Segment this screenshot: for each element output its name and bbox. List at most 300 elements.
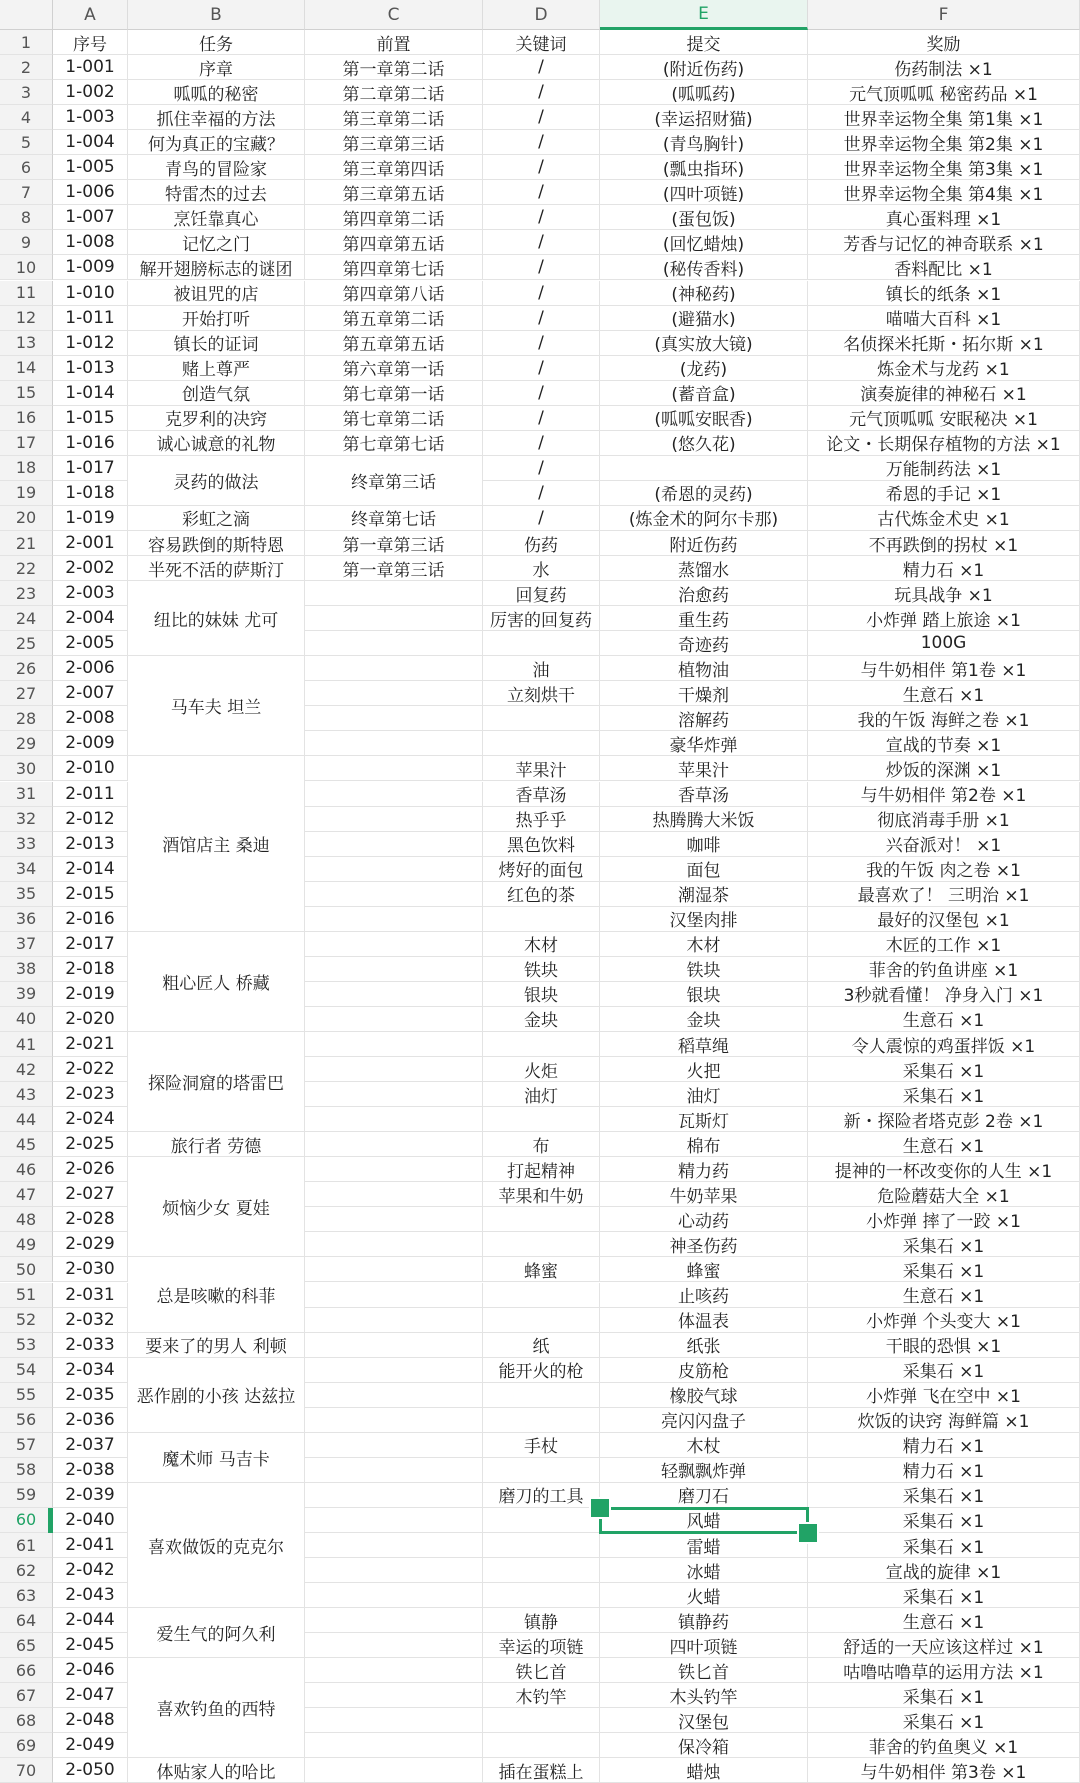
row-header[interactable]: 4 — [0, 105, 53, 130]
table-cell[interactable] — [483, 731, 600, 756]
table-cell[interactable]: 采集石 ×1 — [808, 1533, 1080, 1558]
table-cell[interactable] — [305, 807, 483, 832]
row-header[interactable]: 58 — [0, 1458, 53, 1483]
table-cell[interactable]: 铁匕首 — [483, 1658, 600, 1683]
merged-cell[interactable]: 爱生气的阿久利 — [128, 1608, 305, 1658]
table-cell[interactable]: 最喜欢了！ 三明治 ×1 — [808, 882, 1080, 907]
table-cell[interactable]: 生意石 ×1 — [808, 681, 1080, 706]
table-cell[interactable]: 银块 — [483, 982, 600, 1007]
row-header[interactable]: 35 — [0, 882, 53, 907]
row-header[interactable]: 50 — [0, 1257, 53, 1282]
table-cell[interactable]: 采集石 ×1 — [808, 1583, 1080, 1608]
table-cell[interactable]: 潮湿茶 — [600, 882, 808, 907]
row-header[interactable]: 13 — [0, 331, 53, 356]
table-cell[interactable] — [483, 1308, 600, 1333]
table-cell[interactable]: 第四章第五话 — [305, 230, 483, 255]
table-cell[interactable]: 与牛奶相伴 第3卷 ×1 — [808, 1758, 1080, 1783]
table-cell[interactable]: 第一章第三话 — [305, 531, 483, 556]
row-header[interactable]: 41 — [0, 1032, 53, 1057]
row-header[interactable]: 36 — [0, 907, 53, 932]
table-cell[interactable] — [305, 756, 483, 781]
row-header[interactable]: 64 — [0, 1608, 53, 1633]
table-cell[interactable]: 幸运的项链 — [483, 1633, 600, 1658]
table-cell[interactable] — [305, 1433, 483, 1458]
table-cell[interactable]: 2-007 — [53, 681, 128, 706]
merged-cell[interactable]: 烦恼少女 夏娃 — [128, 1157, 305, 1257]
table-cell[interactable]: 2-024 — [53, 1107, 128, 1132]
table-cell[interactable] — [600, 456, 808, 481]
row-header[interactable]: 25 — [0, 631, 53, 656]
table-cell[interactable]: 世界幸运物全集 第3集 ×1 — [808, 155, 1080, 180]
table-cell[interactable]: 香料配比 ×1 — [808, 255, 1080, 280]
table-cell[interactable]: 瓦斯灯 — [600, 1107, 808, 1132]
row-header[interactable]: 20 — [0, 506, 53, 531]
selection-handle-bottom-right[interactable] — [797, 1522, 819, 1544]
table-cell[interactable]: 炊饭的诀窍 海鲜篇 ×1 — [808, 1408, 1080, 1433]
table-cell[interactable]: 2-041 — [53, 1533, 128, 1558]
table-cell[interactable]: 重生药 — [600, 606, 808, 631]
table-cell[interactable]: 元气顶呱呱 安眠秘决 ×1 — [808, 406, 1080, 431]
table-cell[interactable] — [305, 1608, 483, 1633]
table-cell[interactable]: / — [483, 205, 600, 230]
table-cell[interactable]: 2-043 — [53, 1583, 128, 1608]
table-cell[interactable]: 植物油 — [600, 656, 808, 681]
table-cell[interactable]: 干眼的恐惧 ×1 — [808, 1333, 1080, 1358]
row-header[interactable]: 7 — [0, 180, 53, 205]
table-cell[interactable] — [305, 1333, 483, 1358]
table-cell[interactable]: 咕噜咕噜草的运用方法 ×1 — [808, 1658, 1080, 1683]
table-cell[interactable]: 保冷箱 — [600, 1733, 808, 1758]
table-cell[interactable]: 铁块 — [600, 957, 808, 982]
table-cell[interactable]: / — [483, 130, 600, 155]
table-cell[interactable]: 香草汤 — [600, 782, 808, 807]
table-cell[interactable]: 半死不活的萨斯汀 — [128, 556, 305, 581]
table-cell[interactable]: 火炬 — [483, 1057, 600, 1082]
row-header[interactable]: 19 — [0, 481, 53, 506]
table-cell[interactable]: 厉害的回复药 — [483, 606, 600, 631]
table-cell[interactable]: 2-020 — [53, 1007, 128, 1032]
table-cell[interactable]: 第五章第二话 — [305, 306, 483, 331]
table-cell[interactable]: 1-004 — [53, 130, 128, 155]
row-header[interactable]: 28 — [0, 706, 53, 731]
table-cell[interactable]: 2-022 — [53, 1057, 128, 1082]
table-cell[interactable]: 2-040 — [53, 1508, 128, 1533]
table-cell[interactable]: 第四章第七话 — [305, 255, 483, 280]
row-header[interactable]: 49 — [0, 1232, 53, 1257]
table-cell[interactable] — [483, 1583, 600, 1608]
table-cell[interactable]: / — [483, 80, 600, 105]
table-cell[interactable]: / — [483, 356, 600, 381]
table-cell[interactable]: 2-003 — [53, 581, 128, 606]
table-cell[interactable]: 兴奋派对！ ×1 — [808, 832, 1080, 857]
table-cell[interactable] — [483, 1558, 600, 1583]
row-header[interactable]: 22 — [0, 556, 53, 581]
table-cell[interactable]: 1-014 — [53, 381, 128, 406]
table-cell[interactable]: 第七章第二话 — [305, 406, 483, 431]
row-header[interactable]: 18 — [0, 456, 53, 481]
table-cell[interactable]: 开始打听 — [128, 306, 305, 331]
table-cell[interactable] — [305, 1308, 483, 1333]
row-header[interactable]: 24 — [0, 606, 53, 631]
table-cell[interactable]: / — [483, 230, 600, 255]
row-header[interactable]: 57 — [0, 1433, 53, 1458]
table-cell[interactable]: 木匠的工作 ×1 — [808, 932, 1080, 957]
table-cell[interactable]: 金块 — [600, 1007, 808, 1032]
table-cell[interactable]: 蜡烛 — [600, 1758, 808, 1783]
table-cell[interactable]: 木钓竿 — [483, 1683, 600, 1708]
table-cell[interactable]: 1-016 — [53, 431, 128, 456]
table-cell[interactable]: 生意石 ×1 — [808, 1283, 1080, 1308]
table-cell[interactable] — [305, 857, 483, 882]
row-header[interactable]: 51 — [0, 1283, 53, 1308]
table-cell[interactable]: 风蜡 — [600, 1508, 808, 1533]
table-cell[interactable] — [483, 1283, 600, 1308]
table-cell[interactable]: 磨刀的工具 — [483, 1483, 600, 1508]
table-cell[interactable]: 豪华炸弹 — [600, 731, 808, 756]
table-cell[interactable]: 采集石 ×1 — [808, 1232, 1080, 1257]
table-cell[interactable]: 水 — [483, 556, 600, 581]
row-header[interactable]: 2 — [0, 55, 53, 80]
table-cell[interactable]: 镇长的纸条 ×1 — [808, 281, 1080, 306]
row-header[interactable]: 54 — [0, 1358, 53, 1383]
table-cell[interactable] — [305, 1383, 483, 1408]
column-header-b[interactable]: B — [128, 0, 305, 30]
table-cell[interactable]: 雷蜡 — [600, 1533, 808, 1558]
table-cell[interactable] — [305, 1007, 483, 1032]
table-cell[interactable]: 牛奶苹果 — [600, 1182, 808, 1207]
table-cell[interactable] — [483, 1533, 600, 1558]
table-cell[interactable] — [305, 706, 483, 731]
table-cell[interactable]: 1-017 — [53, 456, 128, 481]
table-cell[interactable]: 2-033 — [53, 1333, 128, 1358]
row-header[interactable]: 5 — [0, 130, 53, 155]
table-cell[interactable]: 棉布 — [600, 1132, 808, 1157]
table-cell[interactable]: 2-018 — [53, 957, 128, 982]
table-cell[interactable]: 2-005 — [53, 631, 128, 656]
row-header[interactable]: 46 — [0, 1157, 53, 1182]
table-cell[interactable]: 伤药 — [483, 531, 600, 556]
table-cell[interactable]: 纸张 — [600, 1333, 808, 1358]
table-cell[interactable]: (希恩的灵药) — [600, 481, 808, 506]
table-cell[interactable]: 伤药制法 ×1 — [808, 55, 1080, 80]
merged-cell[interactable]: 粗心匠人 桥藏 — [128, 932, 305, 1032]
table-cell[interactable]: 2-037 — [53, 1433, 128, 1458]
row-header[interactable]: 52 — [0, 1308, 53, 1333]
table-cell[interactable]: 100G — [808, 631, 1080, 656]
table-cell[interactable]: 银块 — [600, 982, 808, 1007]
table-cell[interactable] — [305, 1758, 483, 1783]
table-cell[interactable]: 生意石 ×1 — [808, 1007, 1080, 1032]
row-header[interactable]: 3 — [0, 80, 53, 105]
table-cell[interactable]: 1-006 — [53, 180, 128, 205]
table-cell[interactable]: (四叶项链) — [600, 180, 808, 205]
table-cell[interactable] — [305, 606, 483, 631]
table-cell[interactable]: 第五章第五话 — [305, 331, 483, 356]
table-cell[interactable] — [305, 1458, 483, 1483]
table-cell[interactable]: 1-003 — [53, 105, 128, 130]
row-header[interactable]: 32 — [0, 807, 53, 832]
row-header[interactable]: 15 — [0, 381, 53, 406]
merged-cell[interactable]: 魔术师 马吉卡 — [128, 1433, 305, 1483]
table-cell[interactable]: 小炸弹 摔了一跤 ×1 — [808, 1207, 1080, 1232]
row-header[interactable]: 9 — [0, 230, 53, 255]
table-cell[interactable]: 菲舍的钓鱼奥义 ×1 — [808, 1733, 1080, 1758]
table-cell[interactable]: 2-017 — [53, 932, 128, 957]
table-cell[interactable]: 最好的汉堡包 ×1 — [808, 907, 1080, 932]
row-header[interactable]: 10 — [0, 255, 53, 280]
table-cell[interactable]: 2-046 — [53, 1658, 128, 1683]
table-cell[interactable]: 2-001 — [53, 531, 128, 556]
table-cell[interactable]: 旅行者 劳德 — [128, 1132, 305, 1157]
table-cell[interactable]: (蛋包饭) — [600, 205, 808, 230]
table-cell[interactable]: 我的午饭 肉之卷 ×1 — [808, 857, 1080, 882]
header-cell[interactable]: 序号 — [53, 30, 128, 55]
table-cell[interactable]: 舒适的一天应该这样过 ×1 — [808, 1633, 1080, 1658]
table-cell[interactable]: 创造气氛 — [128, 381, 305, 406]
table-cell[interactable] — [483, 706, 600, 731]
table-cell[interactable] — [305, 1283, 483, 1308]
table-cell[interactable]: 第四章第八话 — [305, 281, 483, 306]
table-cell[interactable] — [305, 1583, 483, 1608]
row-header[interactable]: 33 — [0, 832, 53, 857]
table-cell[interactable]: 纸 — [483, 1333, 600, 1358]
table-cell[interactable] — [305, 1057, 483, 1082]
table-cell[interactable]: 第七章第一话 — [305, 381, 483, 406]
table-cell[interactable]: 精力石 ×1 — [808, 1458, 1080, 1483]
table-cell[interactable]: 1-013 — [53, 356, 128, 381]
table-cell[interactable]: 2-039 — [53, 1483, 128, 1508]
table-cell[interactable]: (幸运招财猫) — [600, 105, 808, 130]
table-cell[interactable]: 黑色饮料 — [483, 832, 600, 857]
table-cell[interactable]: / — [483, 55, 600, 80]
table-cell[interactable]: (附近伤药) — [600, 55, 808, 80]
table-cell[interactable]: 被诅咒的店 — [128, 281, 305, 306]
table-cell[interactable]: 轻飘飘炸弹 — [600, 1458, 808, 1483]
table-cell[interactable]: 小炸弹 飞在空中 ×1 — [808, 1383, 1080, 1408]
table-cell[interactable]: 玩具战争 ×1 — [808, 581, 1080, 606]
table-cell[interactable]: 1-009 — [53, 255, 128, 280]
table-cell[interactable]: 1-007 — [53, 205, 128, 230]
table-cell[interactable]: 稻草绳 — [600, 1032, 808, 1057]
table-cell[interactable]: 采集石 ×1 — [808, 1082, 1080, 1107]
table-cell[interactable]: 小炸弹 踏上旅途 ×1 — [808, 606, 1080, 631]
table-cell[interactable]: 与牛奶相伴 第2卷 ×1 — [808, 782, 1080, 807]
row-header[interactable]: 70 — [0, 1758, 53, 1783]
table-cell[interactable]: 论文・长期保存植物的方法 ×1 — [808, 431, 1080, 456]
table-cell[interactable]: 炒饭的深渊 ×1 — [808, 756, 1080, 781]
table-cell[interactable] — [305, 681, 483, 706]
header-cell[interactable]: 任务 — [128, 30, 305, 55]
table-cell[interactable]: 第一章第三话 — [305, 556, 483, 581]
table-cell[interactable]: 第三章第二话 — [305, 105, 483, 130]
table-cell[interactable]: 采集石 ×1 — [808, 1508, 1080, 1533]
header-cell[interactable]: 关键词 — [483, 30, 600, 55]
table-cell[interactable]: 2-049 — [53, 1733, 128, 1758]
table-cell[interactable] — [305, 982, 483, 1007]
row-header[interactable]: 45 — [0, 1132, 53, 1157]
row-header[interactable]: 37 — [0, 932, 53, 957]
table-cell[interactable]: 演奏旋律的神秘石 ×1 — [808, 381, 1080, 406]
table-cell[interactable]: 蜂蜜 — [600, 1257, 808, 1282]
table-cell[interactable]: 铁块 — [483, 957, 600, 982]
table-cell[interactable]: 彩虹之滴 — [128, 506, 305, 531]
table-cell[interactable]: 回复药 — [483, 581, 600, 606]
table-cell[interactable] — [305, 1408, 483, 1433]
table-cell[interactable]: 火蜡 — [600, 1583, 808, 1608]
table-cell[interactable]: 木杖 — [600, 1433, 808, 1458]
table-cell[interactable] — [483, 1708, 600, 1733]
table-cell[interactable]: 2-035 — [53, 1383, 128, 1408]
table-cell[interactable]: 彻底消毒手册 ×1 — [808, 807, 1080, 832]
row-header[interactable]: 40 — [0, 1007, 53, 1032]
table-cell[interactable]: (秘传香料) — [600, 255, 808, 280]
table-cell[interactable]: 木头钓竿 — [600, 1683, 808, 1708]
table-cell[interactable]: 烤好的面包 — [483, 857, 600, 882]
table-cell[interactable]: 世界幸运物全集 第2集 ×1 — [808, 130, 1080, 155]
table-cell[interactable]: 2-031 — [53, 1283, 128, 1308]
table-cell[interactable]: 2-023 — [53, 1082, 128, 1107]
table-cell[interactable]: 香草汤 — [483, 782, 600, 807]
table-cell[interactable] — [483, 1032, 600, 1057]
row-header[interactable]: 34 — [0, 857, 53, 882]
table-cell[interactable]: 3秒就看懂！ 净身入门 ×1 — [808, 982, 1080, 1007]
table-cell[interactable]: 1-015 — [53, 406, 128, 431]
table-cell[interactable]: 火把 — [600, 1057, 808, 1082]
table-cell[interactable]: 宣战的旋律 ×1 — [808, 1558, 1080, 1583]
table-cell[interactable]: 真心蛋料理 ×1 — [808, 205, 1080, 230]
table-cell[interactable]: 干燥剂 — [600, 681, 808, 706]
table-cell[interactable]: 精力药 — [600, 1157, 808, 1182]
table-cell[interactable]: 热腾腾大米饭 — [600, 807, 808, 832]
table-cell[interactable] — [483, 1207, 600, 1232]
table-cell[interactable]: 1-011 — [53, 306, 128, 331]
table-cell[interactable]: 油灯 — [483, 1082, 600, 1107]
table-cell[interactable]: / — [483, 155, 600, 180]
table-cell[interactable]: 采集石 ×1 — [808, 1483, 1080, 1508]
table-cell[interactable]: / — [483, 281, 600, 306]
table-cell[interactable]: (呱呱药) — [600, 80, 808, 105]
table-cell[interactable]: / — [483, 481, 600, 506]
table-cell[interactable]: 第四章第二话 — [305, 205, 483, 230]
table-cell[interactable]: 治愈药 — [600, 581, 808, 606]
row-header[interactable]: 23 — [0, 581, 53, 606]
table-cell[interactable]: 1-012 — [53, 331, 128, 356]
table-cell[interactable]: / — [483, 431, 600, 456]
table-cell[interactable] — [305, 882, 483, 907]
table-cell[interactable]: 芳香与记忆的神奇联系 ×1 — [808, 230, 1080, 255]
table-cell[interactable]: 1-001 — [53, 55, 128, 80]
merged-cell[interactable]: 终章第三话 — [305, 456, 483, 506]
table-cell[interactable]: (青鸟胸针) — [600, 130, 808, 155]
row-header[interactable]: 1 — [0, 30, 53, 55]
table-cell[interactable] — [305, 631, 483, 656]
row-header[interactable]: 65 — [0, 1633, 53, 1658]
table-cell[interactable]: 2-014 — [53, 857, 128, 882]
selection-handle-top-left[interactable] — [589, 1497, 611, 1519]
table-cell[interactable]: 苹果和牛奶 — [483, 1182, 600, 1207]
merged-cell[interactable]: 酒馆店主 桑迪 — [128, 756, 305, 931]
table-cell[interactable]: 菲舍的钓鱼讲座 ×1 — [808, 957, 1080, 982]
table-cell[interactable]: 采集石 ×1 — [808, 1683, 1080, 1708]
table-cell[interactable]: 2-034 — [53, 1358, 128, 1383]
table-cell[interactable]: 万能制药法 ×1 — [808, 456, 1080, 481]
table-cell[interactable]: 能开火的枪 — [483, 1358, 600, 1383]
table-cell[interactable]: 元气顶呱呱 秘密药品 ×1 — [808, 80, 1080, 105]
row-header[interactable]: 43 — [0, 1082, 53, 1107]
row-header[interactable]: 62 — [0, 1558, 53, 1583]
table-cell[interactable]: 打起精神 — [483, 1157, 600, 1182]
select-all-corner[interactable] — [0, 0, 53, 30]
header-cell[interactable]: 前置 — [305, 30, 483, 55]
table-cell[interactable]: 冰蜡 — [600, 1558, 808, 1583]
merged-cell[interactable]: 总是咳嗽的科菲 — [128, 1257, 305, 1332]
row-header[interactable]: 67 — [0, 1683, 53, 1708]
table-cell[interactable] — [305, 932, 483, 957]
table-cell[interactable]: 皮筋枪 — [600, 1358, 808, 1383]
table-cell[interactable]: 四叶项链 — [600, 1633, 808, 1658]
table-cell[interactable]: 2-011 — [53, 782, 128, 807]
table-cell[interactable] — [305, 1082, 483, 1107]
table-cell[interactable]: / — [483, 381, 600, 406]
table-cell[interactable]: / — [483, 306, 600, 331]
table-cell[interactable]: 手杖 — [483, 1433, 600, 1458]
table-cell[interactable] — [483, 907, 600, 932]
row-header[interactable]: 38 — [0, 957, 53, 982]
table-cell[interactable]: 精力石 ×1 — [808, 1433, 1080, 1458]
merged-cell[interactable]: 喜欢钓鱼的西特 — [128, 1658, 305, 1758]
row-header[interactable]: 14 — [0, 356, 53, 381]
table-cell[interactable]: 呱呱的秘密 — [128, 80, 305, 105]
column-header-e[interactable]: E — [600, 0, 808, 30]
table-cell[interactable]: 新・探险者塔克彭 2卷 ×1 — [808, 1107, 1080, 1132]
table-cell[interactable]: 1-018 — [53, 481, 128, 506]
row-header[interactable]: 8 — [0, 205, 53, 230]
row-header[interactable]: 17 — [0, 431, 53, 456]
table-cell[interactable] — [305, 1182, 483, 1207]
table-cell[interactable]: 橡胶气球 — [600, 1383, 808, 1408]
table-cell[interactable]: 镇静药 — [600, 1608, 808, 1633]
table-cell[interactable]: 世界幸运物全集 第1集 ×1 — [808, 105, 1080, 130]
table-cell[interactable]: 2-048 — [53, 1708, 128, 1733]
row-header[interactable]: 21 — [0, 531, 53, 556]
row-header[interactable]: 55 — [0, 1383, 53, 1408]
row-header[interactable]: 30 — [0, 756, 53, 781]
table-cell[interactable] — [305, 1358, 483, 1383]
table-cell[interactable]: 世界幸运物全集 第4集 ×1 — [808, 180, 1080, 205]
table-cell[interactable]: 小炸弹 个头变大 ×1 — [808, 1308, 1080, 1333]
table-cell[interactable]: 止咳药 — [600, 1283, 808, 1308]
table-cell[interactable] — [305, 656, 483, 681]
row-header[interactable]: 12 — [0, 306, 53, 331]
table-cell[interactable] — [305, 1257, 483, 1282]
table-cell[interactable]: / — [483, 255, 600, 280]
table-cell[interactable]: / — [483, 180, 600, 205]
table-cell[interactable]: 2-013 — [53, 832, 128, 857]
table-cell[interactable]: 不再跌倒的拐杖 ×1 — [808, 531, 1080, 556]
table-cell[interactable]: 1-010 — [53, 281, 128, 306]
table-cell[interactable]: 生意石 ×1 — [808, 1608, 1080, 1633]
row-header[interactable]: 6 — [0, 155, 53, 180]
row-header[interactable]: 69 — [0, 1733, 53, 1758]
table-cell[interactable]: 容易跌倒的斯特恩 — [128, 531, 305, 556]
table-cell[interactable]: 体温表 — [600, 1308, 808, 1333]
row-header[interactable]: 11 — [0, 281, 53, 306]
table-cell[interactable] — [305, 1483, 483, 1508]
row-header[interactable]: 29 — [0, 731, 53, 756]
table-cell[interactable]: 危险蘑菇大全 ×1 — [808, 1182, 1080, 1207]
table-cell[interactable]: 磨刀石 — [600, 1483, 808, 1508]
merged-cell[interactable]: 灵药的做法 — [128, 456, 305, 506]
